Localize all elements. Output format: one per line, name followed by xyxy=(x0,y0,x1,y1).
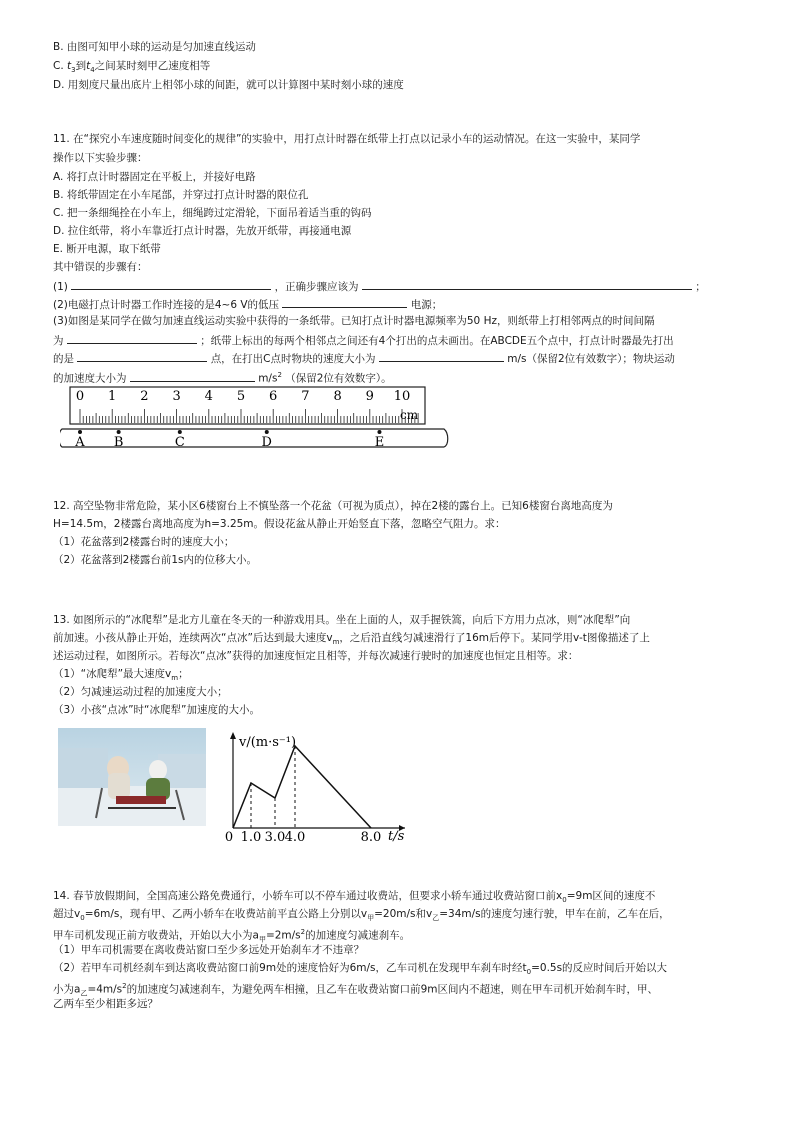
tape-dot xyxy=(178,430,182,434)
q11-step-a: A. 将打点计时器固定在平板上，并接好电路 xyxy=(53,171,256,183)
q13-l2a: 前加速。小孩从静止开始，连续两次“点冰”后达到最大速度v xyxy=(53,632,333,644)
t-tick-label: 0 xyxy=(224,830,234,843)
t-tick-label: 8.0 xyxy=(360,830,382,843)
q14-l2sub2: 甲 xyxy=(367,914,375,923)
option-d: D. 用刻度尺量出底片上相邻小球的间距，就可以计算图中某时刻小球的速度 xyxy=(53,79,404,91)
option-c xyxy=(53,59,210,77)
q14-l5a: （2）若甲车司机经刹车到达离收费站窗口前9m处的速度恰好为6m/s，乙车司机在发现甲车刹车时经t xyxy=(53,962,527,974)
t3-sub: 3 xyxy=(71,66,76,75)
t4-sub: 4 xyxy=(90,66,95,75)
q13-part2: （2）匀减速运动过程的加速度大小； xyxy=(53,686,228,698)
q11-step-c: C. 把一条细绳拴在小车上，细绳跨过定滑轮，下面吊着适当重的钩码 xyxy=(53,207,372,219)
q11-step-d: D. 拉住纸带，将小车靠近打点计时器，先放开纸带，再接通电源 xyxy=(53,225,352,237)
q14-l1a: 14. 春节放假期间，全国高速公路免费通行，小轿车可以不停车通过收费站，但要求小轿车通过收费站窗口前x xyxy=(53,890,563,902)
answer-blank-1[interactable] xyxy=(71,278,271,290)
ruler-unit: cm xyxy=(400,408,419,422)
ruler-svg xyxy=(60,383,450,451)
tape-point-label: E xyxy=(374,435,385,450)
ruler-number: 8 xyxy=(333,389,342,404)
t-axis-label: t/s xyxy=(388,829,405,843)
q13-l4a: （1）“冰爬犁”最大速度v xyxy=(53,668,172,680)
q14-l2sub: 0 xyxy=(80,914,85,923)
t-tick-label: 3.0 xyxy=(264,830,286,843)
v-t-curve xyxy=(233,746,371,828)
q14-l2sub3: 乙 xyxy=(432,914,440,923)
q14-l3c: 的加速度匀减速刹车。 xyxy=(305,929,411,942)
option-c-mid: 到 xyxy=(75,60,87,72)
q14-l3sup: 2 xyxy=(300,928,306,936)
q11-part1 xyxy=(53,278,706,294)
q13-l4b: ； xyxy=(178,668,189,680)
q13-line3: 述运动过程，如图所示。若每次“点冰”获得的加速度恒定且相等，并每次减速行驶时的加速度也恒定且相等。求： xyxy=(53,650,579,662)
v-axis-arrow xyxy=(230,732,236,739)
q14-l5sub: 0 xyxy=(526,968,532,977)
q11-part3-l2a: 为 xyxy=(53,335,64,347)
q13-l4sub: m xyxy=(171,674,179,683)
q14-l2d: =34m/s的速度匀速行驶，甲车在前，乙车在后， xyxy=(439,908,670,920)
t4-symbol: t xyxy=(86,60,91,72)
q14-l1sub: 0 xyxy=(562,896,567,905)
q13-part1 xyxy=(53,667,189,685)
q14-l6sub: 乙 xyxy=(80,989,88,998)
q11-part3-l4sup: 2 xyxy=(277,371,282,379)
q14-part1: （1）甲车司机需要在离收费站窗口至少多远处开始刹车才不违章？ xyxy=(53,944,365,956)
q14-l6b: =4m/s xyxy=(87,983,123,996)
tape-point-label: C xyxy=(174,435,185,450)
q11-wrong-steps: 其中错误的步骤有： xyxy=(53,261,148,273)
q11-part2-start: (2)电磁打点计时器工作时连接的是4~6 V的低压 xyxy=(53,299,280,311)
t3-symbol: t xyxy=(67,60,72,72)
option-c-suffix: 之间某时刻甲乙速度相等 xyxy=(94,60,211,72)
q14-part2-line1 xyxy=(53,961,667,979)
q11-step-e: E. 断开电源，取下纸带 xyxy=(53,243,161,255)
q13-line2 xyxy=(53,631,650,649)
tape-dot xyxy=(265,430,269,434)
v-axis-label: v/(m·s⁻¹) xyxy=(239,735,297,750)
ruler-number: 5 xyxy=(236,389,246,404)
answer-blank-5[interactable] xyxy=(77,350,207,362)
q14-l3a: 甲车司机发现正前方收费站，开始以大小为a xyxy=(53,929,259,942)
q13-l2b: ，之后沿直线匀减速滑行了16m后停下。某同学用v-t图像描述了上 xyxy=(339,632,650,644)
q12-line2: H=14.5m，2楼露台离地高度为h=3.25m。假设花盆从静止开始竖直下落，忽略空气阻力。求： xyxy=(53,518,506,530)
q12-part2: （2）花盆落到2楼露台前1s内的位移大小。 xyxy=(53,554,258,566)
t-tick-label: 1.0 xyxy=(240,830,262,843)
tape-point-label: A xyxy=(75,435,85,450)
option-b: B. 由图可知甲小球的运动是匀加速直线运动 xyxy=(53,41,256,53)
tape-dot xyxy=(117,430,121,434)
ruler-number: 0 xyxy=(75,389,85,404)
ruler-number: 9 xyxy=(365,389,374,404)
answer-blank-7[interactable] xyxy=(130,370,255,382)
q14-l3b: =2m/s xyxy=(265,929,301,942)
q12-line1: 12. 高空坠物非常危险，某小区6楼窗台上不慎坠落一个花盆（可视为质点），掉在2楼的露台上。已知6楼窗台离地高度为 xyxy=(53,500,613,512)
t-axis-ticks xyxy=(225,830,381,843)
q13-part3: （3）小孩“点冰”时“冰爬犁”加速度的大小。 xyxy=(53,704,260,716)
q14-l3sub: 甲 xyxy=(258,935,266,944)
answer-blank-3[interactable] xyxy=(282,296,407,308)
t-tick-label: 4.0 xyxy=(284,830,306,843)
q11-part3-l4c: （保留2位有效数字）。 xyxy=(285,372,392,385)
ruler-number: 7 xyxy=(301,389,310,404)
q11-part3-line1: (3)如图是某同学在做匀加速直线运动实验中获得的一条纸带。已知打点计时器电源频率为50 Hz，则纸带上打相邻两点的时间间隔 xyxy=(53,315,655,327)
q14-l1b: =9m区间的速度不 xyxy=(566,890,656,902)
ruler-number: 2 xyxy=(140,389,149,404)
answer-blank-6[interactable] xyxy=(379,350,504,362)
q13-l2sub: m xyxy=(332,638,340,647)
q11-part3-l3c: m/s（保留2位有效数字）；物块运动 xyxy=(507,353,675,365)
q11-part2-end: 电源； xyxy=(410,299,443,311)
q11-part3-line2 xyxy=(53,332,674,348)
tape-dot xyxy=(78,430,82,434)
q14-part2-line3: 乙两车至少相距多远？ xyxy=(53,998,158,1010)
q14-l2a: 超过v xyxy=(53,908,81,920)
q11-step-b: B. 将纸带固定在小车尾部，并穿过打点计时器的限位孔 xyxy=(53,189,309,201)
q14-line2 xyxy=(53,907,670,925)
ruler-number: 1 xyxy=(108,389,117,404)
q11-part1-end: ； xyxy=(695,281,706,293)
q11-part3-l4a: 的加速度大小为 xyxy=(53,372,127,385)
q11-part2 xyxy=(53,296,442,312)
q14-l6a: 小为a xyxy=(53,983,81,996)
q14-l6sup: 2 xyxy=(122,982,127,990)
answer-blank-2[interactable] xyxy=(362,278,692,290)
q11-stem-line1: 11. 在“探究小车速度随时间变化的规律”的实验中，用打点计时器在纸带上打点以记录小车的运动情况。在这一实验中，某同学 xyxy=(53,133,641,145)
q14-l6c: 的加速度匀减速刹车，为避免两车相撞，且乙车在收费站窗口前9m区间内不超速，则在甲车司机开始刹车时，甲、 xyxy=(126,983,659,996)
q11-part3-l3a: 的是 xyxy=(53,353,74,365)
q14-l2b: =6m/s，现有甲、乙两小轿车在收费站前平直公路上分别以v xyxy=(84,908,368,920)
ruler-number: 4 xyxy=(204,389,213,404)
answer-blank-4[interactable] xyxy=(67,332,197,344)
tape-point-label: D xyxy=(261,435,272,450)
v-t-graph xyxy=(215,728,415,843)
ruler-tape-figure xyxy=(60,383,450,451)
q12-part1: （1）花盆落到2楼露台时的速度大小； xyxy=(53,536,235,548)
ice-sled-illustration xyxy=(58,728,206,826)
q14-l2c: =20m/s和v xyxy=(374,908,433,920)
q11-part3-line3 xyxy=(53,350,675,366)
ruler-number: 6 xyxy=(269,389,278,404)
q14-l5b: =0.5s的反应时间后开始以大 xyxy=(531,962,668,974)
q11-part1-label: (1) xyxy=(53,281,68,293)
q11-part3-l2b: ；纸带上标出的每两个相邻点之间还有4个打出的点未画出。在ABCDE五个点中，打点计时器最先打出 xyxy=(200,335,674,347)
tape-dot xyxy=(377,430,381,434)
q13-line1: 13. 如图所示的“冰爬犁”是北方儿童在冬天的一种游戏用具。坐在上面的人，双手握铁篙，向后下方用力点冰，则“冰爬犁”向 xyxy=(53,614,631,626)
v-t-graph-svg xyxy=(215,728,415,843)
q11-part3-l4b: m/s xyxy=(258,372,278,385)
option-c-prefix: C. xyxy=(53,60,64,72)
q11-stem-line2: 操作以下实验步骤： xyxy=(53,152,148,164)
q11-part3-l3b: 点，在打出C点时物块的速度大小为 xyxy=(210,353,376,365)
ruler-number: 3 xyxy=(172,389,181,404)
q11-part1-mid: ，正确步骤应该为 xyxy=(274,281,359,293)
ruler-number: 10 xyxy=(393,389,411,404)
tape-point-label: B xyxy=(113,435,124,450)
ice-sled-photo xyxy=(58,728,206,826)
q14-line1 xyxy=(53,889,655,907)
